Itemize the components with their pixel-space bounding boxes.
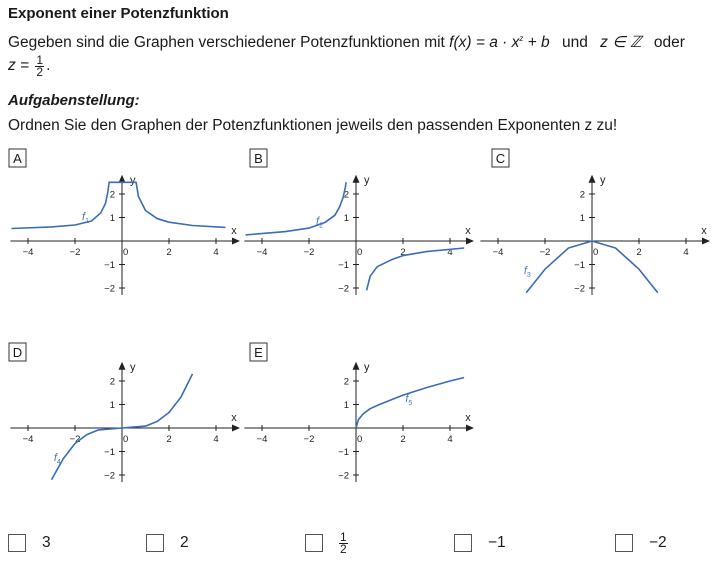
checkbox-2[interactable] — [146, 534, 164, 552]
y-tick-label-a: 2 — [109, 189, 115, 201]
intro-half-fraction — [35, 52, 44, 79]
function-label-sub-f5: 5 — [408, 400, 413, 408]
y-tick-label-a: 1 — [109, 213, 115, 224]
intro-half-den: 2 — [36, 64, 44, 79]
graphs-area — [0, 140, 717, 525]
y-tick-label-e: 1 — [343, 400, 349, 411]
x-tick-label-c: 2 — [636, 247, 642, 258]
panel-label-b: B — [254, 151, 263, 166]
y-tick-label-b: −1 — [338, 260, 349, 271]
x-tick-label-a: −4 — [22, 247, 34, 258]
x-tick-label-d: 4 — [213, 434, 219, 445]
y-tick-label-c: −2 — [574, 283, 585, 295]
curve-f1-part1 — [12, 182, 226, 228]
x-axis-label-d: x — [231, 412, 237, 424]
y-tick-label-d: −1 — [104, 447, 115, 458]
checkbox-minus2[interactable] — [615, 534, 633, 552]
y-axis-label-e: y — [364, 361, 370, 374]
x-tick-label-d: −2 — [69, 434, 81, 445]
x-tick-label-e: 2 — [400, 434, 406, 445]
function-label-f3: $f_3$ — [523, 264, 531, 279]
function-label-sub-f4: 4 — [56, 458, 61, 466]
y-axis-label-c: y — [600, 174, 606, 187]
y-axis-arrow-c — [589, 175, 596, 183]
y-tick-label-d: −2 — [104, 470, 115, 482]
y-tick-label-e: −2 — [338, 470, 349, 482]
y-tick-label-a: −2 — [104, 283, 115, 295]
x-axis-label-e: x — [465, 412, 471, 424]
y-axis-arrow-d — [119, 362, 126, 370]
x-axis-label-b: x — [465, 225, 471, 237]
answer-label-2: 2 — [180, 534, 189, 551]
function-label-f4: $f_4$ — [53, 451, 61, 466]
answer-label-minus1: −1 — [488, 534, 506, 551]
checkbox-3[interactable] — [8, 534, 26, 552]
function-label-f2: $f_2$ — [316, 215, 324, 230]
y-tick-label-c: 1 — [579, 213, 585, 224]
x-tick-label-b: −2 — [303, 247, 315, 258]
x-tick-label-b: 0 — [357, 247, 363, 258]
function-label-f5: $f_5$ — [405, 393, 413, 408]
x-tick-label-b: 4 — [447, 247, 453, 258]
answer-half-num: 1 — [340, 529, 347, 544]
y-tick-label-e: −1 — [338, 447, 349, 458]
answer-option-3[interactable] — [8, 528, 51, 558]
x-tick-label-e: −2 — [303, 434, 315, 445]
checkbox-half[interactable] — [305, 534, 323, 552]
y-tick-label-d: 2 — [109, 376, 115, 388]
answer-option-half[interactable] — [305, 528, 350, 558]
answer-option-2[interactable] — [146, 528, 189, 558]
x-tick-label-a: 2 — [166, 247, 172, 258]
panel-label-d: D — [12, 345, 23, 360]
intro-z-eq: z = — [8, 57, 30, 75]
intro-half-num: 1 — [36, 52, 44, 67]
y-tick-label-a: −1 — [104, 260, 115, 271]
x-axis-label-a: x — [231, 225, 237, 237]
panel-label-a: A — [13, 151, 22, 166]
x-tick-label-b: −4 — [256, 247, 268, 258]
intro-text — [8, 27, 713, 78]
answer-options — [0, 528, 717, 562]
panel-label-c: C — [495, 151, 506, 166]
x-axis-arrow-e — [466, 425, 474, 432]
intro-or: oder — [653, 34, 685, 52]
x-tick-label-c: −4 — [492, 247, 504, 258]
intro-line2 — [8, 54, 713, 77]
x-axis-label-c: x — [701, 225, 707, 237]
intro-prefix: Gegeben sind die Graphen verschiedener Potenzfunktionen mit — [8, 34, 450, 52]
x-tick-label-a: −2 — [69, 247, 81, 258]
checkbox-minus1[interactable] — [454, 534, 472, 552]
x-tick-label-e: 4 — [447, 434, 453, 445]
y-axis-label-a: y — [130, 174, 136, 187]
answer-label-minus2: −2 — [649, 534, 667, 551]
x-axis-arrow-a — [232, 238, 240, 245]
intro-end: . — [46, 57, 51, 75]
x-tick-label-d: −4 — [22, 434, 34, 445]
panel-label-e: E — [254, 345, 263, 360]
function-label-sub-f2: 2 — [319, 222, 324, 230]
x-tick-label-c: 0 — [593, 247, 599, 258]
x-tick-label-c: −2 — [539, 247, 551, 258]
y-tick-label-d: 1 — [109, 400, 115, 411]
x-tick-label-e: 0 — [357, 434, 363, 445]
x-tick-label-a: 0 — [123, 247, 129, 258]
y-axis-label-d: y — [130, 361, 136, 374]
intro-conj: und — [561, 34, 588, 52]
x-tick-label-e: −4 — [256, 434, 268, 445]
intro-formula: $f(x) = a \cdot x^z + b$ — [449, 34, 550, 52]
y-tick-label-b: −2 — [338, 283, 349, 295]
function-label-f1: $f_1$ — [82, 210, 90, 225]
answer-label-half — [339, 529, 348, 556]
function-label-sub-f3: 3 — [526, 271, 531, 279]
answer-label-3: 3 — [42, 534, 51, 551]
x-tick-label-a: 4 — [213, 247, 219, 258]
y-tick-label-c: 2 — [579, 189, 585, 201]
y-axis-label-b: y — [364, 174, 370, 187]
y-tick-label-e: 2 — [343, 376, 349, 388]
task-text: Ordnen Sie den Graphen der Potenzfunktionen jeweils den passenden Exponenten z zu! — [8, 117, 618, 134]
y-tick-label-b: 2 — [343, 189, 349, 201]
page-title: Exponent einer Potenzfunktion — [8, 5, 229, 22]
x-tick-label-c: 4 — [683, 247, 689, 258]
answer-option-minus1[interactable] — [454, 528, 506, 558]
function-label-sub-f1: 1 — [85, 217, 90, 225]
intro-set: z ∈ ℤ — [600, 34, 642, 52]
x-axis-arrow-c — [702, 238, 710, 245]
y-axis-arrow-b — [353, 175, 360, 183]
answer-option-minus2[interactable] — [615, 528, 667, 558]
y-axis-arrow-e — [353, 362, 360, 370]
x-tick-label-d: 0 — [123, 434, 129, 445]
y-tick-label-b: 1 — [343, 213, 349, 224]
answer-half-den: 2 — [340, 541, 347, 556]
x-tick-label-b: 2 — [400, 247, 406, 258]
x-axis-arrow-b — [466, 238, 474, 245]
curve-f2-part1 — [246, 182, 347, 235]
y-tick-label-c: −1 — [574, 260, 585, 271]
x-axis-arrow-d — [232, 425, 240, 432]
task-heading: Aufgabenstellung: — [8, 92, 140, 109]
x-tick-label-d: 2 — [166, 434, 172, 445]
